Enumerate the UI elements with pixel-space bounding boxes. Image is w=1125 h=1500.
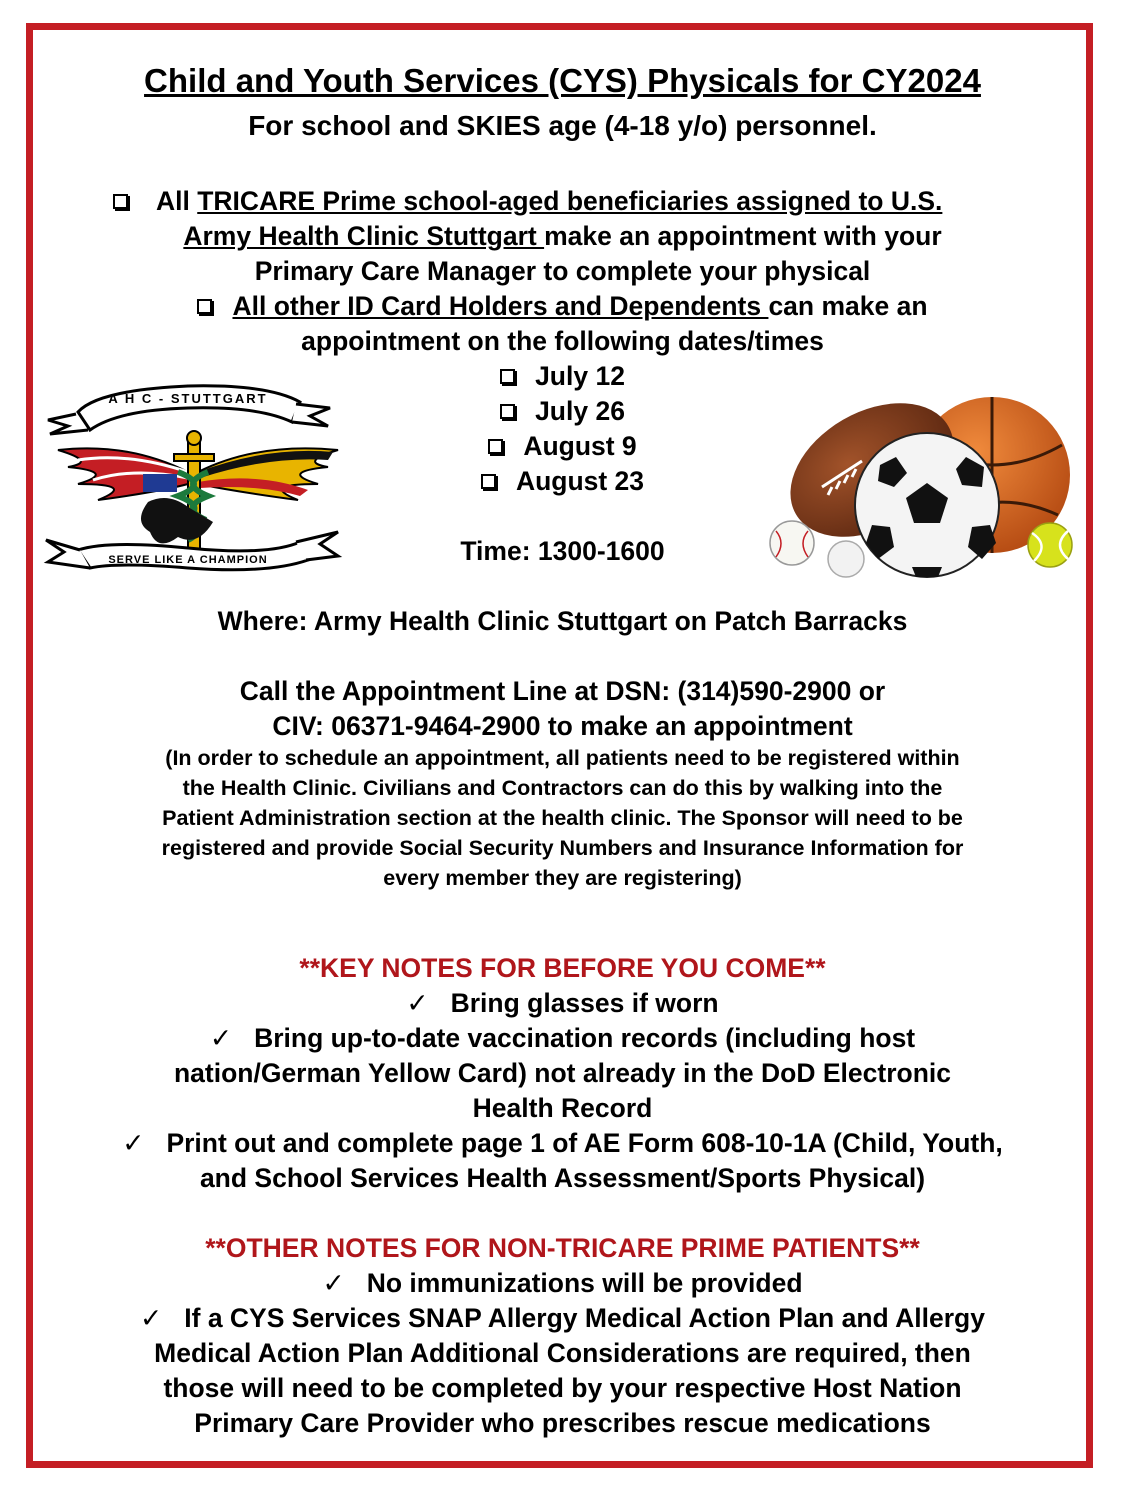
svg-text:SERVE LIKE A CHAMPION: SERVE LIKE A CHAMPION (108, 554, 268, 566)
call-line1: Call the Appointment Line at DSN: (314)590-2900 or (239, 676, 886, 706)
key-note-item: ✓ Bring up-to-date vaccination records (including host (0, 1021, 1125, 1056)
checkbox-icon (113, 194, 128, 209)
check-icon: ✓ (140, 1303, 163, 1333)
checkbox-icon (197, 299, 212, 314)
bullet2-line1: All other ID Card Holders and Dependents can make an (0, 289, 1125, 324)
other-note-item: ✓ If a CYS Services SNAP Allergy Medical Action Plan and Allergy (0, 1301, 1125, 1336)
check-icon: ✓ (209, 1023, 233, 1053)
bullet1-line1: All TRICARE Prime school-aged beneficiaries assigned to U.S. (113, 184, 942, 219)
bullet2-line2: appointment on the following dates/times (301, 326, 824, 356)
key-note-item-cont: nation/German Yellow Card) not already in the DoD Electronic (173, 1058, 951, 1088)
other-note-item: ✓ No immunizations will be provided (0, 1266, 1125, 1301)
date-item: August 23 (0, 464, 1125, 499)
page-title: Child and Youth Services (CYS) Physicals for CY2024 (144, 62, 981, 99)
key-note-item-cont: Health Record (472, 1093, 653, 1123)
baseball-icon (770, 521, 814, 565)
checkbox-icon (488, 439, 503, 454)
key-notes-heading: **KEY NOTES FOR BEFORE YOU COME** (299, 953, 826, 983)
time-text: Time: 1300-1600 (460, 536, 665, 566)
golf-ball-icon (828, 541, 864, 577)
other-note-item-cont: Medical Action Plan Additional Considerations are required, then (154, 1338, 971, 1368)
where-text: Where: Army Health Clinic Stuttgart on Patch Barracks (217, 606, 908, 636)
registration-note-line: Patient Administration section at the health clinic. The Sponsor will need to be (162, 806, 963, 830)
date-item: July 26 (0, 394, 1125, 429)
page-subtitle: For school and SKIES age (4-18 y/o) personnel. (248, 110, 877, 141)
checkbox-icon (500, 369, 515, 384)
checkbox-icon (481, 474, 496, 489)
call-line2: CIV: 06371-9464-2900 to make an appointment (272, 711, 853, 741)
date-item: July 12 (0, 359, 1125, 394)
other-note-item-cont: those will need to be completed by your respective Host Nation (163, 1373, 962, 1403)
registration-note-line: registered and provide Social Security Numbers and Insurance Information for (161, 836, 964, 860)
registration-note-line: (In order to schedule an appointment, all patients need to be registered within (165, 746, 960, 770)
date-item: August 9 (0, 429, 1125, 464)
svg-text:A H C - STUTTGART: A H C - STUTTGART (108, 391, 268, 406)
key-note-item: ✓ Bring glasses if worn (0, 986, 1125, 1021)
bullet1-line2: Army Health Clinic Stuttgart make an appointment with your (183, 221, 942, 251)
sports-balls-image (762, 375, 1082, 600)
key-note-item: ✓ Print out and complete page 1 of AE Form 608-10-1A (Child, Youth, (0, 1126, 1125, 1161)
other-notes-heading: **OTHER NOTES FOR NON-TRICARE PRIME PATIENTS** (205, 1233, 920, 1263)
check-icon: ✓ (122, 1128, 145, 1158)
registration-note-line: every member they are registering) (383, 866, 742, 890)
key-note-item-cont: and School Services Health Assessment/Sports Physical) (199, 1163, 926, 1193)
checkbox-icon (500, 404, 515, 419)
other-note-item-cont: Primary Care Provider who prescribes rescue medications (194, 1408, 931, 1438)
check-icon: ✓ (322, 1268, 345, 1298)
registration-note-line: the Health Clinic. Civilians and Contractors can do this by walking into the (182, 776, 943, 800)
check-icon: ✓ (406, 988, 429, 1018)
bullet1-line3: Primary Care Manager to complete your physical (254, 256, 871, 286)
ahc-stuttgart-logo (38, 372, 358, 582)
caduceus-sword-icon (141, 431, 214, 560)
